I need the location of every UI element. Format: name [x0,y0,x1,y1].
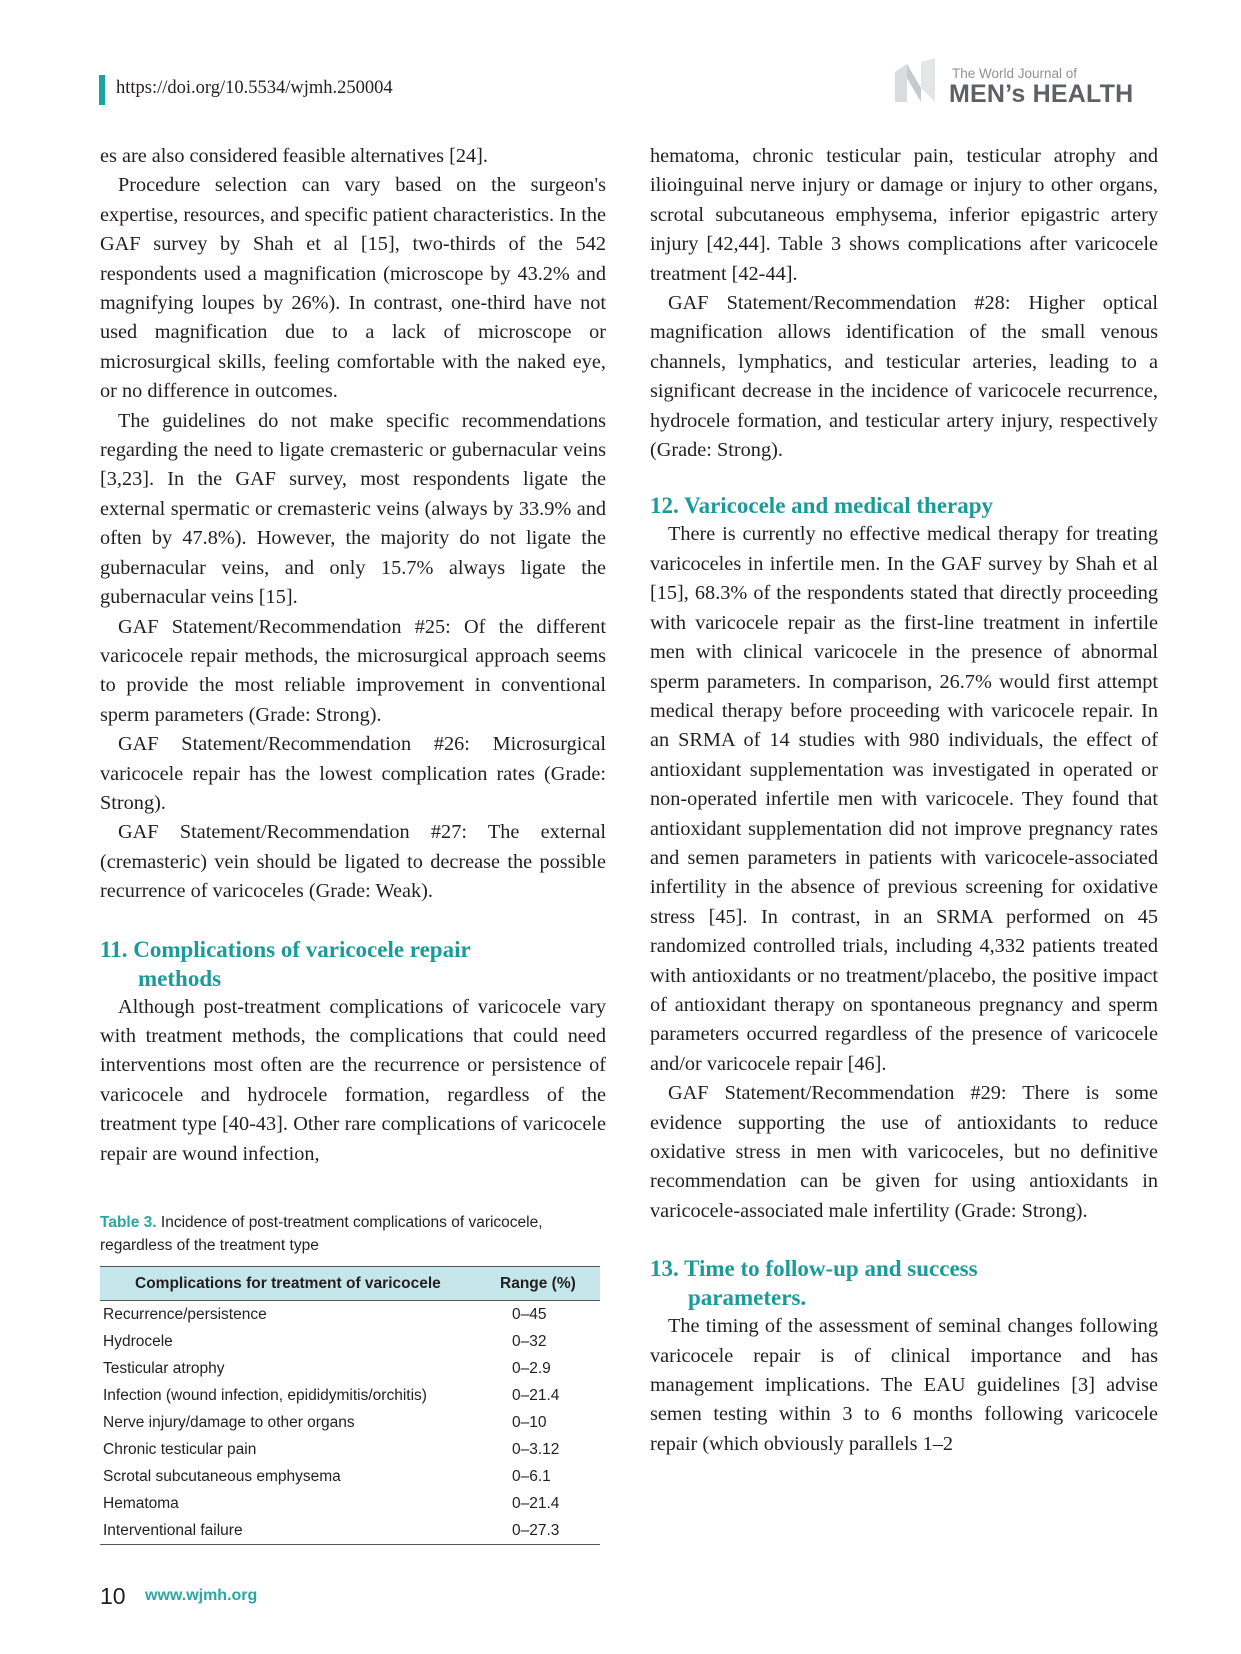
table-row [100,1490,600,1517]
table-row [100,1355,600,1382]
table-cell-complication: Chronic testicular pain [103,1440,257,1458]
table-row [100,1517,600,1545]
table-cell-range: 0–32 [512,1332,547,1350]
table-row [100,1301,600,1329]
table-cell-complication: Nerve injury/damage to other organs [103,1413,355,1431]
table-cell-complication: Scrotal subcutaneous emphysema [103,1467,341,1485]
table-header-range: Range (%) [500,1267,600,1301]
section-heading-line: methods [138,965,222,991]
section-heading-11 [100,935,606,993]
paragraph: GAF Statement/Recommendation #28: Higher optical magnification allows identification of the small venous channels, lymphatics, and testicular arteries, leading to a significant decrease in the incidence of varicocele recurrence, hydrocele formation, and testicular artery injury, respectively (Grade: Strong). [650,292,1158,462]
table-cell-range: 0–2.9 [512,1359,551,1377]
table-cell-complication: Infection (wound infection, epididymitis/orchitis) [103,1386,427,1404]
table-cell-complication: Hematoma [103,1494,179,1512]
table-label: Table 3. [100,1214,157,1231]
section-heading-line: 13. Time to follow-up and success [650,1256,978,1282]
section-heading-line: parameters. [688,1285,807,1311]
section-heading-12: 12. Varicocele and medical therapy [650,493,994,519]
table-cell-range: 0–21.4 [512,1386,560,1404]
table-cell-range: 0–10 [512,1413,547,1431]
section-heading-13 [650,1254,1158,1312]
table-row [100,1382,600,1409]
table-cell-complication: Recurrence/persistence [103,1305,267,1323]
table-cell-complication: Hydrocele [103,1332,173,1350]
journal-name-small: The World Journal of [952,66,1078,81]
table-cell-complication: Testicular atrophy [103,1359,225,1377]
table-row [100,1328,600,1355]
table-cell-range: 0–45 [512,1305,547,1323]
right-column [650,142,1158,1459]
table-caption [100,1211,600,1257]
left-column [100,142,606,1169]
complications-table [100,1266,600,1545]
table-row [100,1409,600,1436]
table-caption-text: Incidence of post-treatment complications of varicocele, regardless of the treatment type [100,1214,543,1254]
table-header-complication: Complications for treatment of varicocele [100,1267,500,1301]
table-cell-range: 0–27.3 [500,1517,600,1545]
table-row [100,1436,600,1463]
journal-name-big: MEN’s HEALTH [949,80,1134,108]
doi-link[interactable]: https://doi.org/10.5534/wjmh.250004 [116,78,393,98]
paragraph: The guidelines do not make specific recommendations regarding the need to ligate cremasteric or gubernacular veins [3,23]. In the GAF survey, most respondents ligate the external spermatic or cremasteric veins (always by 33.9% and often by 47.8%). However, the majority do not ligate the gubernacular veins, and only 15.7% always ligate the gubernacular veins [15]. [100,409,606,609]
paragraph: GAF Statement/Recommendation #27: The external (cremasteric) vein should be ligated to decrease the possible recurrence of varicoceles (Grade: Weak). [100,821,606,903]
paragraph: There is currently no effective medical therapy for treating varicoceles in infertile men. In the GAF survey by Shah et al [15], 68.3% of the respondents stated that directly proceeding with varicocele repair as the first-line treatment in infertile men with clinical varicocele in the presence of abnormal sperm parameters. In comparison, 26.7% would first attempt medical therapy before proceeding with varicocele repair. In an SRMA of 14 studies with 980 individuals, the effect of antioxidant supplementation was investigated in operated or non-operated infertile men with varicocele. They found that antioxidant supplementation did not improve pregnancy rates and semen parameters in patients with varicocele-associated infertility in the absence of previous screening for oxidative stress [45]. In contrast, in an SRMA performed on 45 randomized controlled trials, including 4,332 patients treated with antioxidants or no treatment/placebo, the positive impact of antioxidant therapy on spontaneous pregnancy and sperm parameters occurred regardless of the presence of varicocele and/or varicocele repair [46]. [650,523,1158,1075]
journal-website-link[interactable]: www.wjmh.org [145,1587,258,1604]
paragraph: Although post-treatment complications of varicocele vary with treatment methods, the complications that could need interventions most often are the recurrence or persistence of varicocele and hydrocele formation, regardless of the treatment type [40-43]. Other rare complications of varicocele repair are wound infection, [100,995,606,1165]
journal-logo [895,58,1145,110]
paragraph: hematoma, chronic testicular pain, testicular atrophy and ilioinguinal nerve injury or damage or injury to other organs, scrotal subcutaneous emphysema, inferior epigastric artery injury [42,44]. Table 3 shows complications after varicocele treatment [42-44]. [650,145,1158,285]
table-header-row [100,1267,600,1301]
table-cell-range: 0–3.12 [512,1440,560,1458]
doi-accent-bar [99,75,105,105]
paragraph: GAF Statement/Recommendation #26: Microsurgical varicocele repair has the lowest complication rates (Grade: Strong). [100,733,606,814]
section-heading-line: 11. Complications of varicocele repair [100,936,471,962]
paragraph: The timing of the assessment of seminal changes following varicocele repair is of clinical importance and has management implications. The EAU guidelines [3] advise semen testing within 3 to 6 months following varicocele repair (which obviously parallels 1–2 [650,1315,1158,1455]
table-cell-range: 0–21.4 [512,1494,560,1512]
page-number: 10 [100,1583,126,1609]
table-cell-range: 0–6.1 [512,1467,551,1485]
paragraph: GAF Statement/Recommendation #29: There is some evidence supporting the use of antioxidants to reduce oxidative stress in men with varicoceles, but no definitive recommendation can be given for using antioxidants in varicocele-associated male infertility (Grade: Strong). [650,1082,1158,1222]
paragraph: es are also considered feasible alternatives [24]. [100,145,488,167]
table-row [100,1463,600,1490]
paragraph: GAF Statement/Recommendation #25: Of the different varicocele repair methods, the microsurgical approach seems to provide the most reliable improvement in conventional sperm parameters (Grade: Strong). [100,615,606,726]
paragraph: Procedure selection can vary based on the surgeon's expertise, resources, and specific patient characteristics. In the GAF survey by Shah et al [15], two-thirds of the 542 respondents used a magnification (microscope by 43.2% and magnifying loupes by 26%). In contrast, one-third have not used magnification due to a lack of microscope or microsurgical skills, feeling comfortable with the naked eye, or no difference in outcomes. [100,174,606,403]
journal-logo-icon [895,58,951,106]
table-cell-complication: Interventional failure [100,1517,500,1545]
